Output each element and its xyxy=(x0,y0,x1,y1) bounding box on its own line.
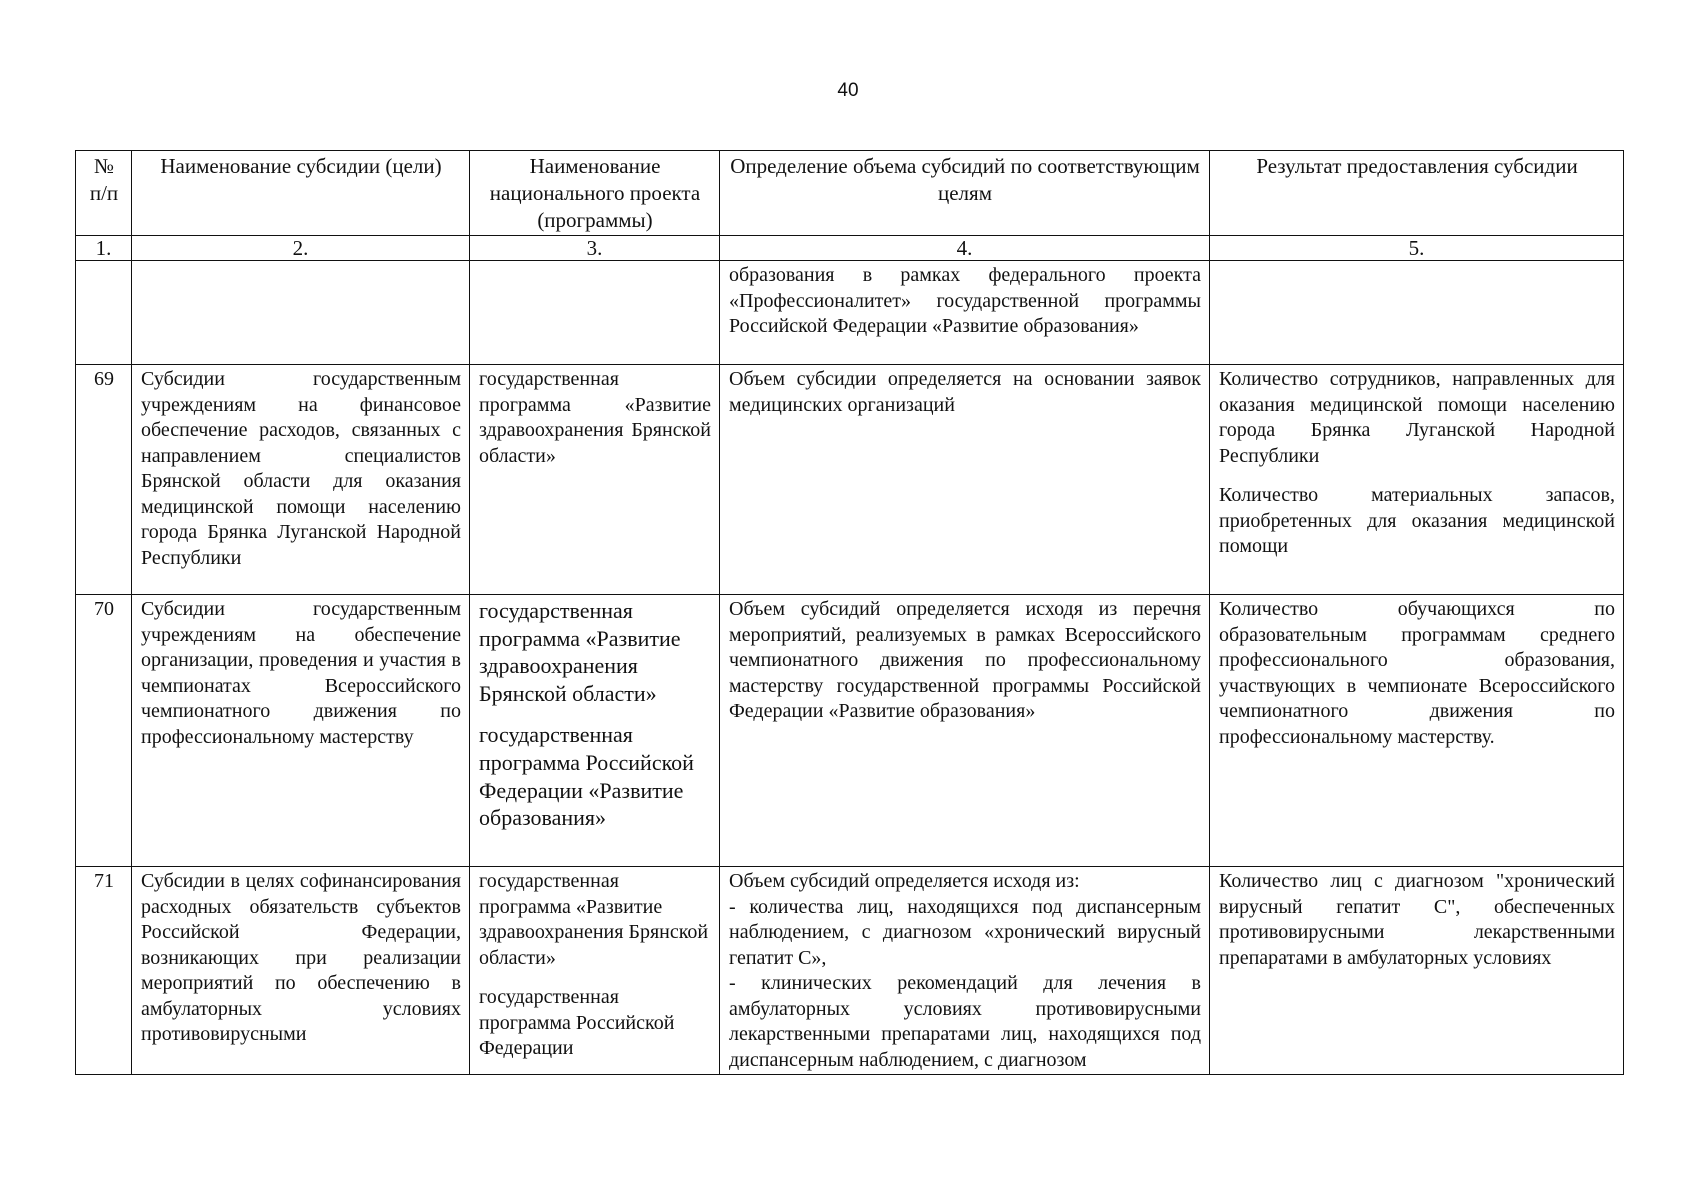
result-text: Количество материальных запасов, приобретенных для оказания медицинской помощи xyxy=(1219,484,1615,557)
definition-cell xyxy=(720,867,1210,1075)
program-name: государственная программа «Развитие здравоохранения Брянской области» xyxy=(479,870,709,969)
row-number: 69 xyxy=(76,365,132,595)
row-number: 70 xyxy=(76,595,132,867)
column-number: 1. xyxy=(76,236,132,261)
result-cell xyxy=(1210,261,1624,365)
column-number: 2. xyxy=(132,236,470,261)
column-number: 4. xyxy=(720,236,1210,261)
page-number: 40 xyxy=(837,80,859,101)
subsidy-name: Субсидии в целях софинансирования расходных обязательств субъектов Российской Федерации, возникающих при реализации мероприятий по обеспечению в амбулаторных условиях противовирусными xyxy=(132,867,470,1075)
subsidy-name-cell xyxy=(132,261,470,365)
table-row xyxy=(76,365,1624,595)
definition-intro: Объем субсидий определяется исходя из: xyxy=(729,870,1080,892)
subsidy-name: Субсидии государственным учреждениям на обеспечение организации, проведения и участия в чемпионатах Всероссийского чемпионатного движения по профессиональному мастерству xyxy=(132,595,470,867)
header-result: Результат предоставления субсидии xyxy=(1210,151,1624,236)
row-number: 71 xyxy=(76,867,132,1075)
header-national-project: Наименование национального проекта (программы) xyxy=(470,151,720,236)
number-cell xyxy=(76,261,132,365)
table-row xyxy=(76,595,1624,867)
program-name: государственная программа Российской Федерации «Развитие образования» xyxy=(479,722,694,831)
column-number-row xyxy=(76,236,1624,261)
definition-item: - количества лиц, находящихся под диспансерным наблюдением, с диагнозом «хронический вирусный гепатит С», xyxy=(729,895,1201,969)
definition-cell: образования в рамках федерального проекта «Профессионалитет» государственной программы Российской Федерации «Развитие образования» xyxy=(720,261,1210,365)
column-number: 3. xyxy=(470,236,720,261)
header-row xyxy=(76,151,1624,236)
header-subsidy-name: Наименование субсидии (цели) xyxy=(132,151,470,236)
program-cell xyxy=(470,595,720,867)
subsidy-table xyxy=(75,150,1624,1075)
volume-definition: Объем субсидии определяется на основании заявок медицинских организаций xyxy=(720,365,1210,595)
program-name: государственная программа Российской Федерации xyxy=(479,986,675,1059)
program-cell xyxy=(470,261,720,365)
program-cell xyxy=(470,867,720,1075)
table-row xyxy=(76,867,1624,1075)
table-row-continuation xyxy=(76,261,1624,365)
subsidy-name: Субсидии государственным учреждениям на финансовое обеспечение расходов, связанных с направлением специалистов Брянской области для оказания медицинской помощи населению города Брянка Луганской Народной Республики xyxy=(132,365,470,595)
program-name: государственная программа «Развитие здравоохранения Брянской области» xyxy=(479,598,681,706)
column-number: 5. xyxy=(1210,236,1624,261)
volume-definition: Объем субсидий определяется исходя из перечня мероприятий, реализуемых в рамках Всероссийского чемпионатного движения по профессиональному мастерству государственной программы Российской Федерации «Развитие образования» xyxy=(720,595,1210,867)
result-text: Количество обучающихся по образовательным программам среднего профессионального образования, участвующих в чемпионате Всероссийского чемпионатного движения по профессиональному мастерству. xyxy=(1210,595,1624,867)
header-number: № п/п xyxy=(76,151,132,236)
result-text: Количество лиц с диагнозом "хронический вирусный гепатит С", обеспеченных противовирусными лекарственными препаратами в амбулаторных условиях xyxy=(1210,867,1624,1075)
result-cell xyxy=(1210,365,1624,595)
header-volume-definition: Определение объема субсидий по соответствующим целям xyxy=(720,151,1210,236)
result-text: Количество сотрудников, направленных для оказания медицинской помощи населению города Брянка Луганской Народной Республики xyxy=(1219,368,1615,467)
definition-item: - клинических рекомендаций для лечения в амбулаторных условиях противовирусными лекарственными препаратами лиц, находящихся под диспансерным наблюдением, с диагнозом xyxy=(729,972,1201,1071)
program-name: государственная программа «Развитие здравоохранения Брянской области» xyxy=(470,365,720,595)
